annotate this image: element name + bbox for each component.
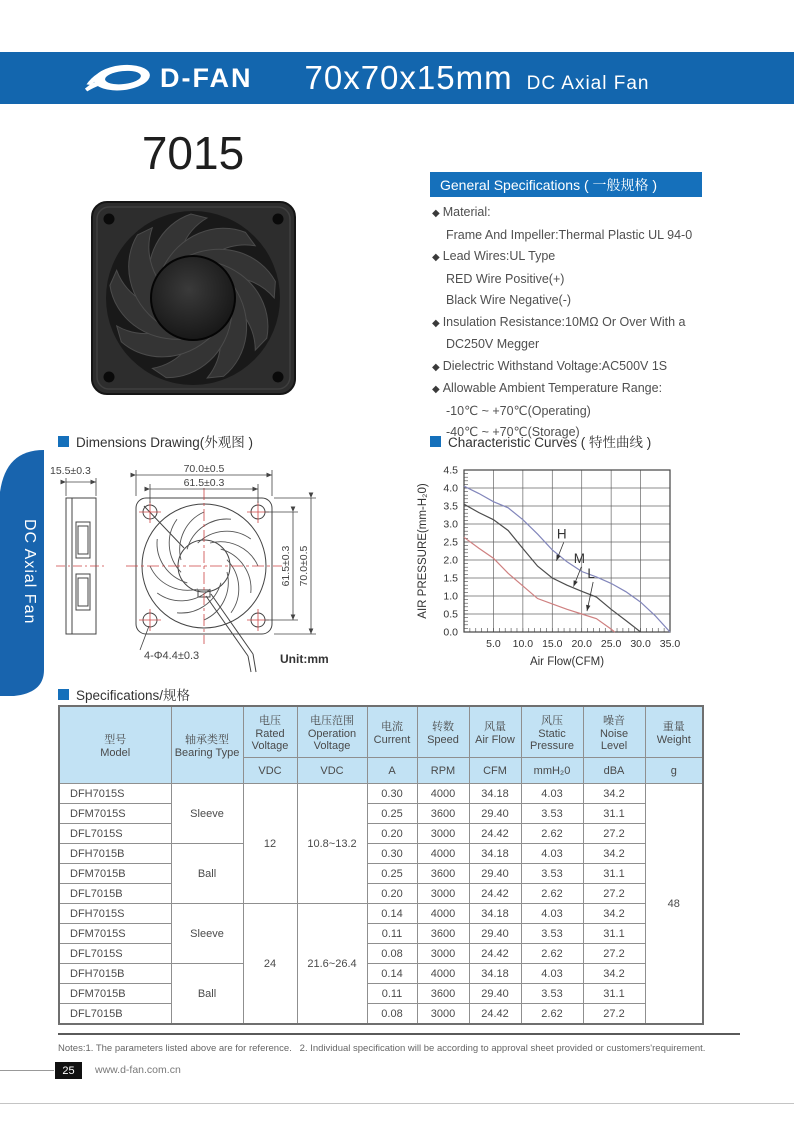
- table-cell: 34.2: [583, 784, 645, 804]
- table-cell: 4000: [417, 844, 469, 864]
- model-cell: DFH7015S: [59, 904, 171, 924]
- model-cell: DFM7015S: [59, 924, 171, 944]
- x-tick-label: 15.0: [542, 638, 563, 650]
- bottom-rule: [0, 1103, 794, 1104]
- y-tick-label: 3.5: [443, 500, 458, 513]
- section-bullet-icon: [58, 689, 69, 700]
- y-axis-label: AIR PRESSURE(mm-H₂0): [417, 483, 429, 619]
- spec-item-text: Allowable Ambient Temperature Range:: [442, 381, 663, 395]
- table-cell: 31.1: [583, 804, 645, 824]
- dim-outer-height: 70.0±0.5: [298, 545, 310, 587]
- spec-item: [432, 312, 732, 335]
- x-tick-label: 10.0: [512, 638, 534, 650]
- table-cell: 2.62: [521, 824, 583, 844]
- table-row: [59, 924, 703, 944]
- table-cell: 3.53: [521, 924, 583, 944]
- table-cell: 27.2: [583, 944, 645, 964]
- dim-hole-span-h: 61.5±0.3: [280, 545, 292, 587]
- table-cell: 2.62: [521, 944, 583, 964]
- table-cell: 27.2: [583, 1004, 645, 1025]
- table-cell: 24.42: [469, 884, 521, 904]
- table-cell: Sleeve: [171, 904, 243, 964]
- diamond-bullet-icon: ◆: [432, 384, 440, 395]
- x-axis-label: Air Flow(CFM): [529, 656, 605, 668]
- model-cell: DFL7015B: [59, 1004, 171, 1025]
- table-cell: 4.03: [521, 844, 583, 864]
- table-cell: 34.18: [469, 844, 521, 864]
- x-tick-label: 20.0: [571, 638, 592, 650]
- column-header: 噪音 Noise Level: [583, 706, 645, 758]
- spec-item-continuation: [432, 269, 732, 291]
- notes-divider: [58, 1033, 740, 1035]
- table-cell: 4000: [417, 904, 469, 924]
- spec-item: [432, 246, 732, 269]
- footer-line: [0, 1070, 54, 1071]
- diamond-bullet-icon: ◆: [432, 317, 440, 329]
- model-cell: DFM7015S: [59, 804, 171, 824]
- table-cell: 24.42: [469, 944, 521, 964]
- table-cell: 4000: [417, 964, 469, 984]
- side-tab: [0, 448, 45, 696]
- table-cell: 29.40: [469, 984, 521, 1004]
- table-cell: 31.1: [583, 864, 645, 884]
- dim-hole-span-w: 61.5±0.3: [183, 477, 225, 489]
- section-curves-label: Characteristic Curves ( 特性曲线 ): [448, 435, 652, 450]
- curve-label-m: M: [573, 550, 585, 566]
- table-cell: 4.03: [521, 904, 583, 924]
- specifications-table: [58, 705, 704, 1025]
- table-cell: Sleeve: [171, 784, 243, 844]
- brand-logo: [82, 59, 253, 97]
- section-specifications: [58, 684, 190, 704]
- spec-item-continuation: [432, 225, 732, 247]
- table-cell: 4000: [417, 784, 469, 804]
- spec-item-text: DC250V Megger: [446, 337, 540, 351]
- column-unit: A: [367, 758, 417, 784]
- table-cell: 24.42: [469, 1004, 521, 1025]
- x-tick-label: 35.0: [659, 638, 681, 650]
- column-header: 转数 Speed: [417, 706, 469, 758]
- spec-item: [432, 202, 732, 225]
- table-cell: 24.42: [469, 824, 521, 844]
- spec-item: [432, 356, 732, 379]
- dim-outer-width: 70.0±0.5: [183, 463, 225, 475]
- banner-title: [305, 59, 650, 97]
- diamond-bullet-icon: ◆: [432, 208, 440, 219]
- annotation-arrowhead: [573, 580, 577, 586]
- table-cell: 27.2: [583, 824, 645, 844]
- table-body: [59, 784, 703, 1025]
- general-specs-header: General Specifications ( 一般规格 ): [430, 172, 702, 197]
- y-tick-label: 1.5: [443, 572, 458, 585]
- table-cell: 24: [243, 904, 297, 1025]
- x-tick-label: 5.0: [486, 638, 501, 650]
- table-row: [59, 844, 703, 864]
- y-tick-label: 0.5: [443, 608, 458, 621]
- spec-item-text: Black Wire Negative(-): [446, 293, 572, 307]
- table-cell: 3.53: [521, 984, 583, 1004]
- curve-label-h: H: [556, 526, 567, 542]
- table-cell: 0.14: [367, 964, 417, 984]
- spec-item-text: Lead Wires:UL Type: [442, 249, 556, 263]
- table-cell: 4.03: [521, 964, 583, 984]
- table-cell: 3.53: [521, 864, 583, 884]
- x-tick-label: 30.0: [630, 638, 651, 650]
- column-unit: dBA: [583, 758, 645, 784]
- model-cell: DFH7015B: [59, 964, 171, 984]
- column-header: 电压范围 Operation Voltage: [297, 706, 367, 758]
- y-tick-label: 4.0: [443, 482, 458, 495]
- table-cell: 0.20: [367, 884, 417, 904]
- table-cell: 34.18: [469, 964, 521, 984]
- fan-product-title: DC Axial Fan: [526, 73, 650, 94]
- side-tab-label: DC Axial Fan: [21, 519, 38, 625]
- table-cell: 31.1: [583, 984, 645, 1004]
- section-bullet-icon: [430, 436, 441, 447]
- table-cell: 34.2: [583, 964, 645, 984]
- column-unit: g: [645, 758, 703, 784]
- table-cell: 0.08: [367, 1004, 417, 1025]
- table-cell: 0.20: [367, 824, 417, 844]
- dim-side-width: 15.5±0.3: [50, 465, 91, 477]
- y-tick-label: 1.0: [443, 590, 458, 603]
- dim-holes: 4-Φ4.4±0.3: [144, 650, 200, 662]
- table-cell: 3000: [417, 944, 469, 964]
- table-cell: 3000: [417, 824, 469, 844]
- spec-item-text: Dielectric Withstand Voltage:AC500V 1S: [442, 358, 668, 373]
- general-specs-list: [432, 202, 732, 444]
- notes-text: Notes:1. The parameters listed above are for reference. 2. Individual specification will be according to approval sheet provided or customers'requirement.: [58, 1043, 706, 1054]
- table-cell: Ball: [171, 964, 243, 1025]
- table-cell: 0.11: [367, 984, 417, 1004]
- dim-unit: Unit:mm: [280, 652, 329, 666]
- column-unit: CFM: [469, 758, 521, 784]
- fan-size-title: 70x70x15mm: [304, 59, 513, 96]
- table-cell: 0.30: [367, 784, 417, 804]
- spec-item-text: -40℃ ~ +70℃(Storage): [446, 425, 580, 439]
- table-cell: 29.40: [469, 804, 521, 824]
- y-tick-label: 2.0: [443, 554, 458, 567]
- page-number-badge: 25: [55, 1062, 82, 1079]
- table-cell: 10.8~13.2: [297, 784, 367, 904]
- table-cell: 3000: [417, 1004, 469, 1025]
- table-cell: 29.40: [469, 864, 521, 884]
- diamond-bullet-icon: ◆: [432, 252, 440, 263]
- table-cell: 0.14: [367, 904, 417, 924]
- x-tick-label: 25.0: [600, 638, 622, 650]
- table-row: [59, 824, 703, 844]
- table-cell: 34.18: [469, 784, 521, 804]
- brand-name: D-FAN: [160, 62, 253, 93]
- section-specifications-label: Specifications/规格: [76, 688, 191, 703]
- section-dimensions-drawing: [58, 431, 253, 451]
- column-header: 风量 Air Flow: [469, 706, 521, 758]
- table-cell: 29.40: [469, 924, 521, 944]
- table-row: [59, 904, 703, 924]
- section-characteristic-curves: [430, 431, 651, 451]
- curve-label-l: L: [587, 566, 595, 581]
- model-cell: DFL7015S: [59, 824, 171, 844]
- table-cell: 3600: [417, 804, 469, 824]
- table-cell: Ball: [171, 844, 243, 904]
- table-cell: 3600: [417, 924, 469, 944]
- y-tick-label: 0.0: [443, 626, 458, 639]
- dfan-logo-icon: [82, 59, 156, 97]
- section-bullet-icon: [58, 436, 69, 447]
- spec-item-continuation: [432, 334, 732, 356]
- column-header: 型号 Model: [59, 706, 171, 784]
- table-cell: 34.2: [583, 904, 645, 924]
- table-cell: 48: [645, 784, 703, 1025]
- table-cell: 3600: [417, 984, 469, 1004]
- model-number-title: 7015: [141, 127, 245, 179]
- dimensions-drawing: [48, 456, 388, 679]
- table-row: [59, 1004, 703, 1025]
- table-cell: 3600: [417, 864, 469, 884]
- column-unit: RPM: [417, 758, 469, 784]
- table-cell: 4.03: [521, 784, 583, 804]
- table-cell: 2.62: [521, 884, 583, 904]
- table-cell: 0.30: [367, 844, 417, 864]
- table-cell: 34.18: [469, 904, 521, 924]
- table-cell: 31.1: [583, 924, 645, 944]
- y-tick-label: 3.0: [443, 518, 458, 531]
- table-row: [59, 944, 703, 964]
- y-tick-label: 2.5: [443, 536, 458, 549]
- column-header: 电压 Rated Voltage: [243, 706, 297, 758]
- spec-item-text: -10℃ ~ +70℃(Operating): [446, 403, 591, 418]
- annotation-arrowhead: [586, 605, 590, 611]
- spec-item: [432, 378, 732, 401]
- section-dimensions-label: Dimensions Drawing(外观图 ): [76, 435, 254, 450]
- table-row: [59, 884, 703, 904]
- table-cell: 2.62: [521, 1004, 583, 1025]
- table-cell: 21.6~26.4: [297, 904, 367, 1025]
- table-cell: 3.53: [521, 804, 583, 824]
- spec-item-text: Frame And Impeller:Thermal Plastic UL 94-0: [446, 227, 693, 242]
- spec-item-text: Material:: [442, 205, 491, 219]
- model-cell: DFM7015B: [59, 984, 171, 1004]
- table-cell: 0.11: [367, 924, 417, 944]
- table-cell: 0.25: [367, 804, 417, 824]
- plot-border: [464, 470, 670, 632]
- table-cell: 34.2: [583, 844, 645, 864]
- product-photo: [85, 198, 311, 403]
- diamond-bullet-icon: ◆: [432, 361, 440, 373]
- table-row: [59, 864, 703, 884]
- model-cell: DFH7015B: [59, 844, 171, 864]
- table-cell: 0.25: [367, 864, 417, 884]
- header-banner: [0, 52, 794, 104]
- column-header: 轴承类型 Bearing Type: [171, 706, 243, 784]
- model-cell: DFL7015S: [59, 944, 171, 964]
- characteristic-curves-chart: [416, 456, 712, 679]
- website-text: www.d-fan.com.cn: [95, 1064, 181, 1076]
- table-cell: 0.08: [367, 944, 417, 964]
- y-tick-label: 4.5: [443, 464, 458, 477]
- column-unit: mmH₂0: [521, 758, 583, 784]
- table-cell: 3000: [417, 884, 469, 904]
- table-cell: 12: [243, 784, 297, 904]
- table-cell: 27.2: [583, 884, 645, 904]
- model-cell: DFM7015B: [59, 864, 171, 884]
- spec-item-text: Insulation Resistance:10MΩ Or Over With a: [442, 314, 686, 329]
- column-header: 重量 Weight: [645, 706, 703, 758]
- column-header: 电流 Current: [367, 706, 417, 758]
- column-unit: VDC: [297, 758, 367, 784]
- spec-item-continuation: [432, 290, 732, 312]
- model-cell: DFL7015B: [59, 884, 171, 904]
- table-header: [59, 706, 703, 784]
- table-row: [59, 984, 703, 1004]
- column-header: 风压 Static Pressure: [521, 706, 583, 758]
- column-unit: VDC: [243, 758, 297, 784]
- table-row: [59, 784, 703, 804]
- model-cell: DFH7015S: [59, 784, 171, 804]
- spec-item-continuation: [432, 401, 732, 423]
- spec-item-text: RED Wire Positive(+): [446, 271, 565, 286]
- table-row: [59, 804, 703, 824]
- table-row: [59, 964, 703, 984]
- curve-l: [464, 537, 615, 632]
